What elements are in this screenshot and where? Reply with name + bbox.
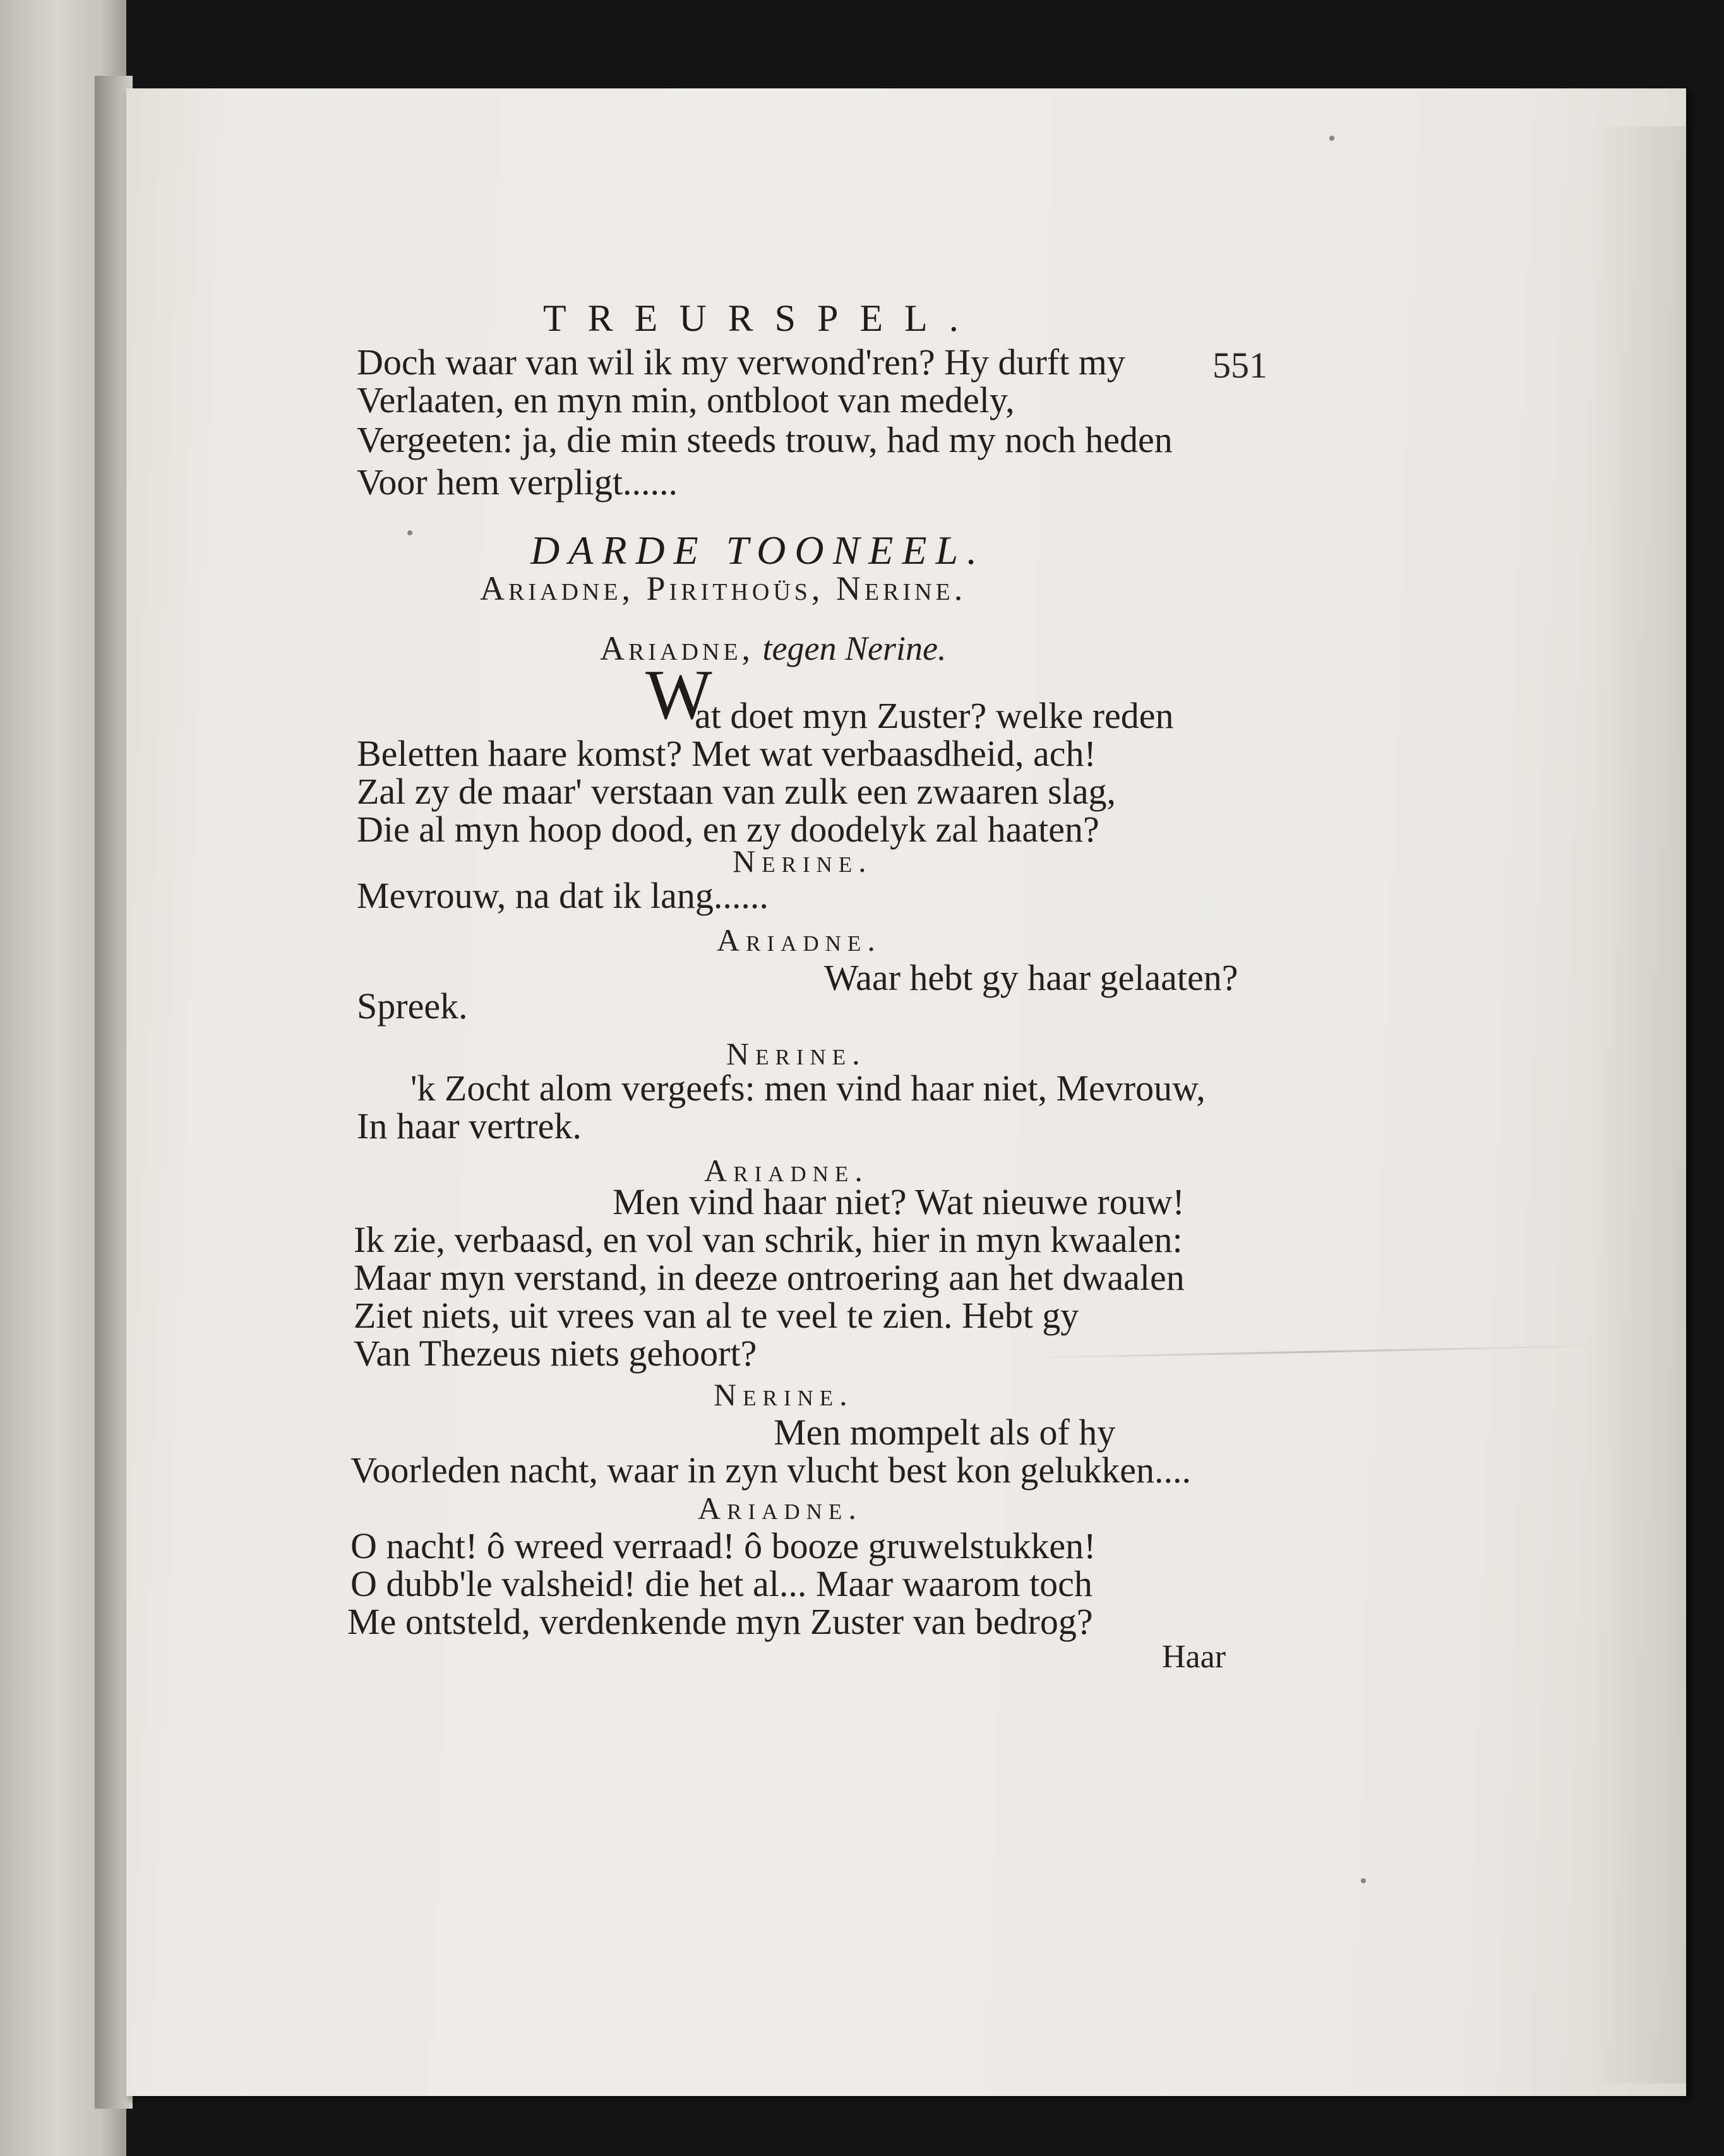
running-head: TREURSPEL.: [543, 297, 980, 339]
speaker-label: Ariadne.: [698, 1491, 863, 1526]
speaker-label: Nerine.: [726, 1036, 866, 1071]
catchword: Haar: [1162, 1639, 1226, 1675]
verse-line: Maar myn verstand, in deeze ontroering aan het dwaalen: [354, 1257, 1185, 1298]
verse-line: Me ontsteld, verdenkende myn Zuster van bedrog?: [347, 1601, 1093, 1642]
verse-line: Beletten haare komst? Met wat verbaasdheid, ach!: [357, 733, 1096, 774]
verse-line: 'k Zocht alom vergeefs: men vind haar niet, Mevrouw,: [410, 1068, 1206, 1109]
verse-line: Doch waar van wil ik my verwond'ren? Hy durft my: [357, 342, 1125, 383]
verse-line: Ik zie, verbaasd, en vol van schrik, hier in myn kwaalen:: [354, 1219, 1183, 1260]
stage-direction: tegen Nerine.: [762, 629, 947, 667]
verse-line: Mevrouw, na dat ik lang......: [357, 875, 769, 916]
speaker-name: Ariadne,: [600, 629, 755, 667]
verse-line: O nacht! ô wreed verraad! ô booze gruwelstukken!: [350, 1525, 1096, 1566]
speaker-label: Nerine.: [714, 1377, 854, 1412]
verse-line: Die al myn hoop dood, en zy doodelyk zal haaten?: [357, 809, 1099, 850]
verse-line: Voor hem verpligt......: [357, 462, 678, 503]
verse-line: O dubb'le valsheid! die het al... Maar waarom toch: [350, 1563, 1092, 1604]
scene-cast: Ariadne, Pirithoüs, Nerine.: [480, 569, 967, 607]
page-number: 551: [1212, 345, 1267, 386]
verse-line: Van Thezeus niets gehoort?: [354, 1333, 757, 1374]
verse-line: Men vind haar niet? Wat nieuwe rouw!: [613, 1181, 1185, 1222]
drop-cap: W: [645, 656, 712, 734]
verse-line: Verlaaten, en myn min, ontbloot van medely,: [357, 379, 1015, 420]
verse-line: Vergeeten: ja, die min steeds trouw, had my noch heden: [357, 419, 1173, 460]
verse-line: Zal zy de maar' verstaan van zulk een zwaaren slag,: [357, 771, 1116, 812]
verse-line: Spreek.: [357, 986, 468, 1027]
verse-line: Men mompelt als of hy: [774, 1412, 1116, 1453]
speaker-label: Nerine.: [733, 843, 873, 879]
verse-line: Voorleden nacht, waar in zyn vlucht best kon gelukken....: [350, 1450, 1191, 1491]
verse-line: at doet myn Zuster? welke reden: [695, 695, 1174, 736]
scene-title: DARDE TOONEEL.: [530, 528, 986, 573]
speaker-label: Ariadne.: [704, 1153, 869, 1188]
verse-line: Ziet niets, uit vrees van al te veel te zien. Hebt gy: [354, 1295, 1079, 1336]
speaker-label: Ariadne.: [717, 922, 882, 958]
verse-line: Waar hebt gy haar gelaaten?: [824, 957, 1238, 998]
verse-line: In haar vertrek.: [357, 1105, 582, 1146]
